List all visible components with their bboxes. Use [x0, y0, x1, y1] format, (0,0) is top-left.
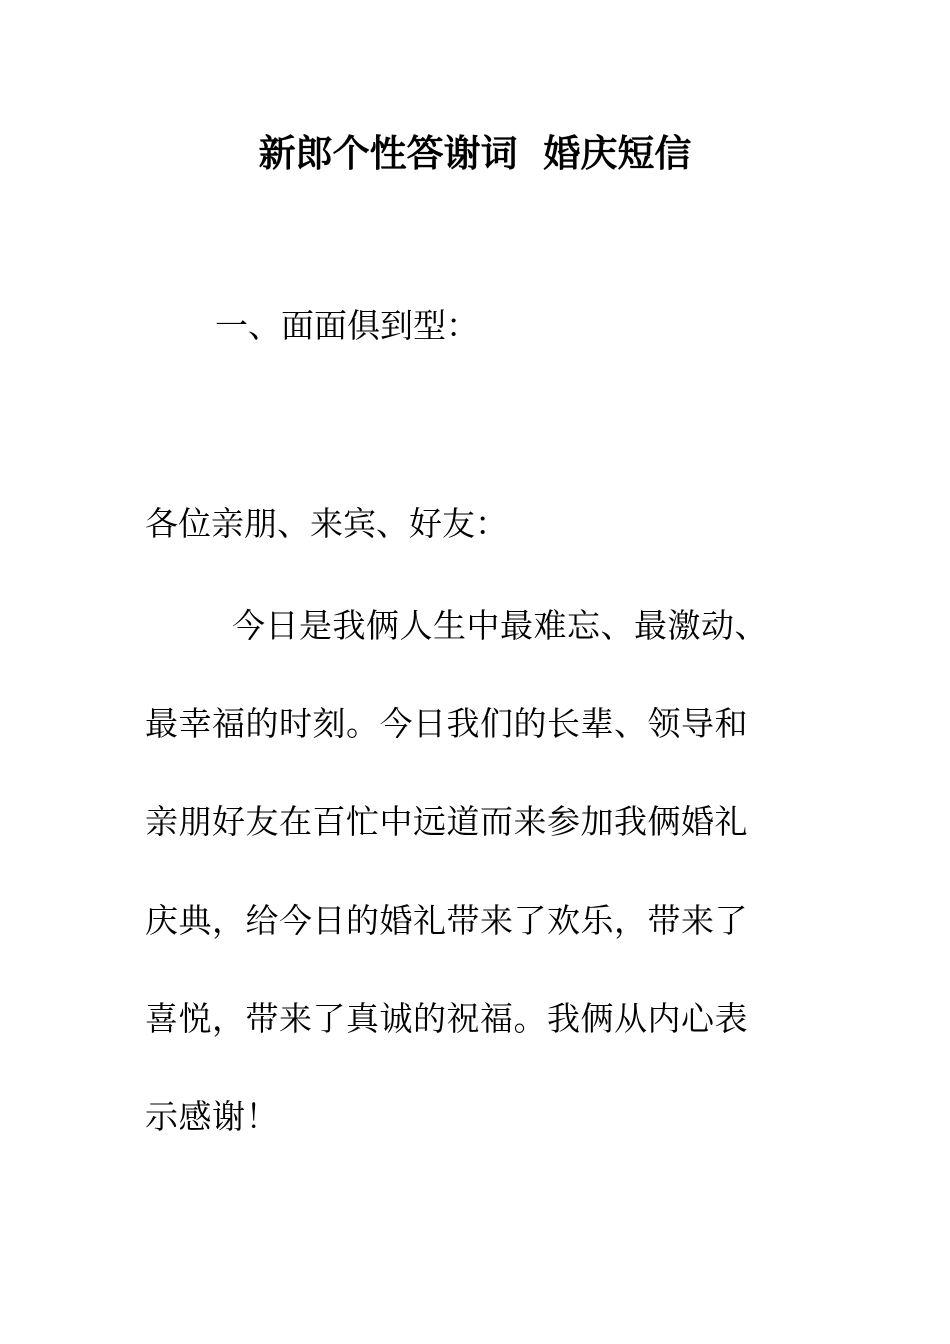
paragraph-line: 今日是我俩人生中最难忘、最激动、 [232, 606, 768, 645]
paragraph-line: 最幸福的时刻。今日我们的长辈、领导和 [145, 704, 748, 743]
paragraph-line: 喜悦，带来了真诚的祝福。我俩从内心表 [145, 999, 748, 1038]
paragraph-line: 亲朋好友在百忙中远道而来参加我俩婚礼 [145, 802, 748, 841]
section-heading: 一、面面俱到型： [215, 306, 479, 345]
salutation-line: 各位亲朋、来宾、好友： [145, 504, 508, 543]
paragraph-line: 庆典，给今日的婚礼带来了欢乐，带来了 [145, 901, 748, 940]
paragraph-line: 示感谢！ [145, 1097, 279, 1136]
document-title: 新郎个性答谢词 婚庆短信 [258, 131, 692, 175]
